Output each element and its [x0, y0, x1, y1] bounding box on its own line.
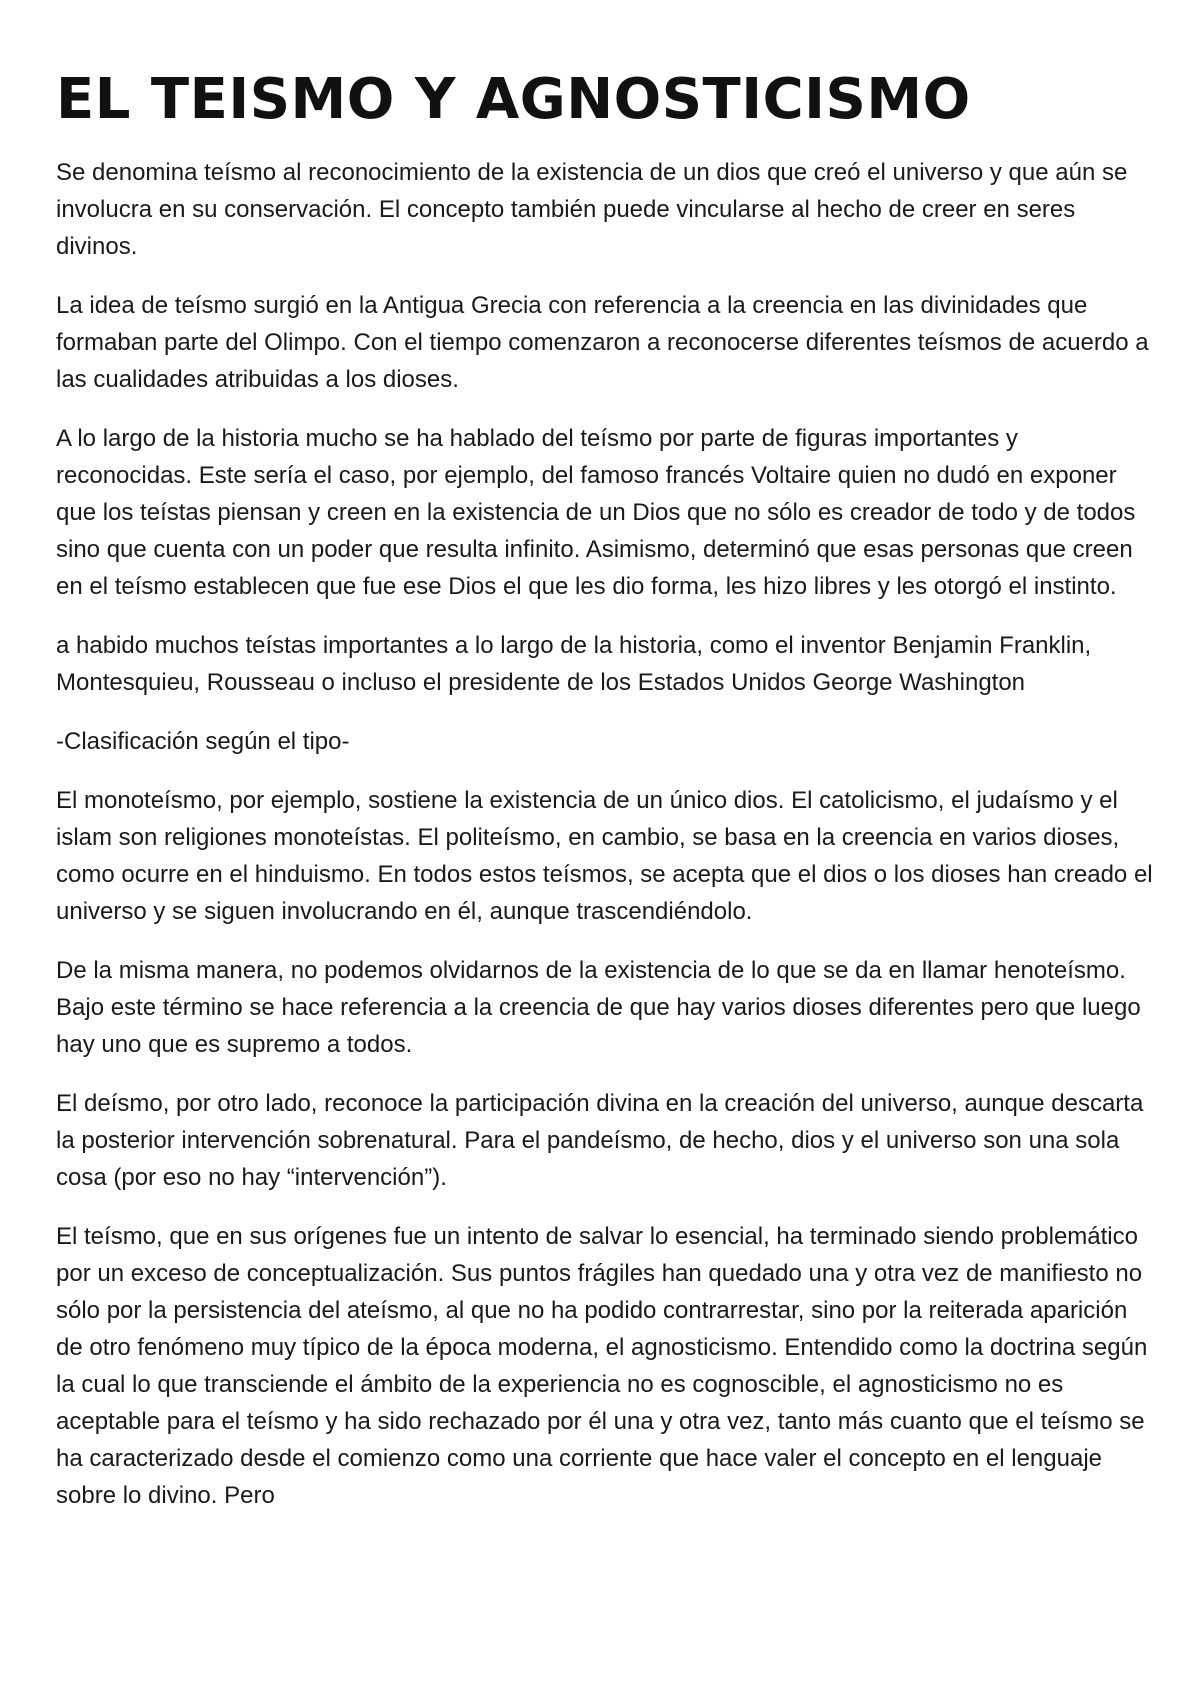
paragraph-antigua-grecia: La idea de teísmo surgió en la Antigua Grecia con referencia a la creencia en las divinidades que formaban parte del Olimpo. Con el tiempo comenzaron a reconocerse diferentes teísmos de acuerdo a las cualidades atribuidas a los dioses.: [56, 292, 1149, 393]
paragraph-teistas-importantes: a habido muchos teístas importantes a lo largo de la historia, como el inventor Benjamin Franklin, Montesquieu, Rousseau o incluso el presidente de los Estados Unidos George Washington: [56, 632, 1092, 696]
paragraph-deismo: El deísmo, por otro lado, reconoce la participación divina en la creación del universo, aunque descarta la posterior intervención sobrenatural. Para el pandeísmo, de hecho, dios y el universo son una sola cosa (por eso no hay “intervención”).: [56, 1090, 1144, 1191]
document-body: [56, 60, 1156, 1536]
paragraph-agnosticismo: El teísmo, que en sus orígenes fue un intento de salvar lo esencial, ha terminado siendo problemático por un exceso de conceptualización. Sus puntos frágiles han quedado una y otra vez de manifiesto no sólo por la persistencia del ateísmo, al que no ha podido contrarrestar, sino por la reiterada aparición de otro fenómeno muy típico de la época moderna, el agnosticismo. Entendido como la doctrina según la cual lo que transciende el ámbito de la experiencia no es cognoscible, el agnosticismo no es aceptable para el teísmo y ha sido rechazado por él una y otra vez, tanto más cuanto que el teísmo se ha caracterizado desde el comienzo como una corriente que hace valer el concepto en el lenguaje sobre lo divino. Pero: [56, 1223, 1148, 1509]
paragraph-henoteismo: De la misma manera, no podemos olvidarnos de la existencia de lo que se da en llamar henoteísmo. Bajo este término se hace referencia a la creencia de que hay varios dioses diferentes pero que luego hay uno que es supremo a todos.: [56, 957, 1141, 1058]
paragraph-teismo-definition: Se denomina teísmo al reconocimiento de la existencia de un dios que creó el universo y que aún se involucra en su conservación. El concepto también puede vincularse al hecho de creer en seres divinos.: [56, 159, 1128, 260]
paragraph-voltaire: A lo largo de la historia mucho se ha hablado del teísmo por parte de figuras importantes y reconocidas. Este sería el caso, por ejemplo, del famoso francés Voltaire quien no dudó en exponer que los teístas piensan y creen en la existencia de un Dios que no sólo es creador de todo y de todos sino que cuenta con un poder que resulta infinito. Asimismo, determinó que esas personas que creen en el teísmo establecen que fue ese Dios el que les dio forma, les hizo libres y les otorgó el instinto.: [56, 425, 1136, 600]
section-heading-clasificacion: -Clasificación según el tipo-: [56, 728, 350, 755]
document-title: EL TEISMO Y AGNOSTICISMO: [56, 67, 971, 132]
paragraph-monoteismo: El monoteísmo, por ejemplo, sostiene la existencia de un único dios. El catolicismo, el judaísmo y el islam son religiones monoteístas. El politeísmo, en cambio, se basa en la creencia en varios dioses, como ocurre en el hinduismo. En todos estos teísmos, se acepta que el dios o los dioses han creado el universo y se siguen involucrando en él, aunque trascendiéndolo.: [56, 787, 1153, 925]
